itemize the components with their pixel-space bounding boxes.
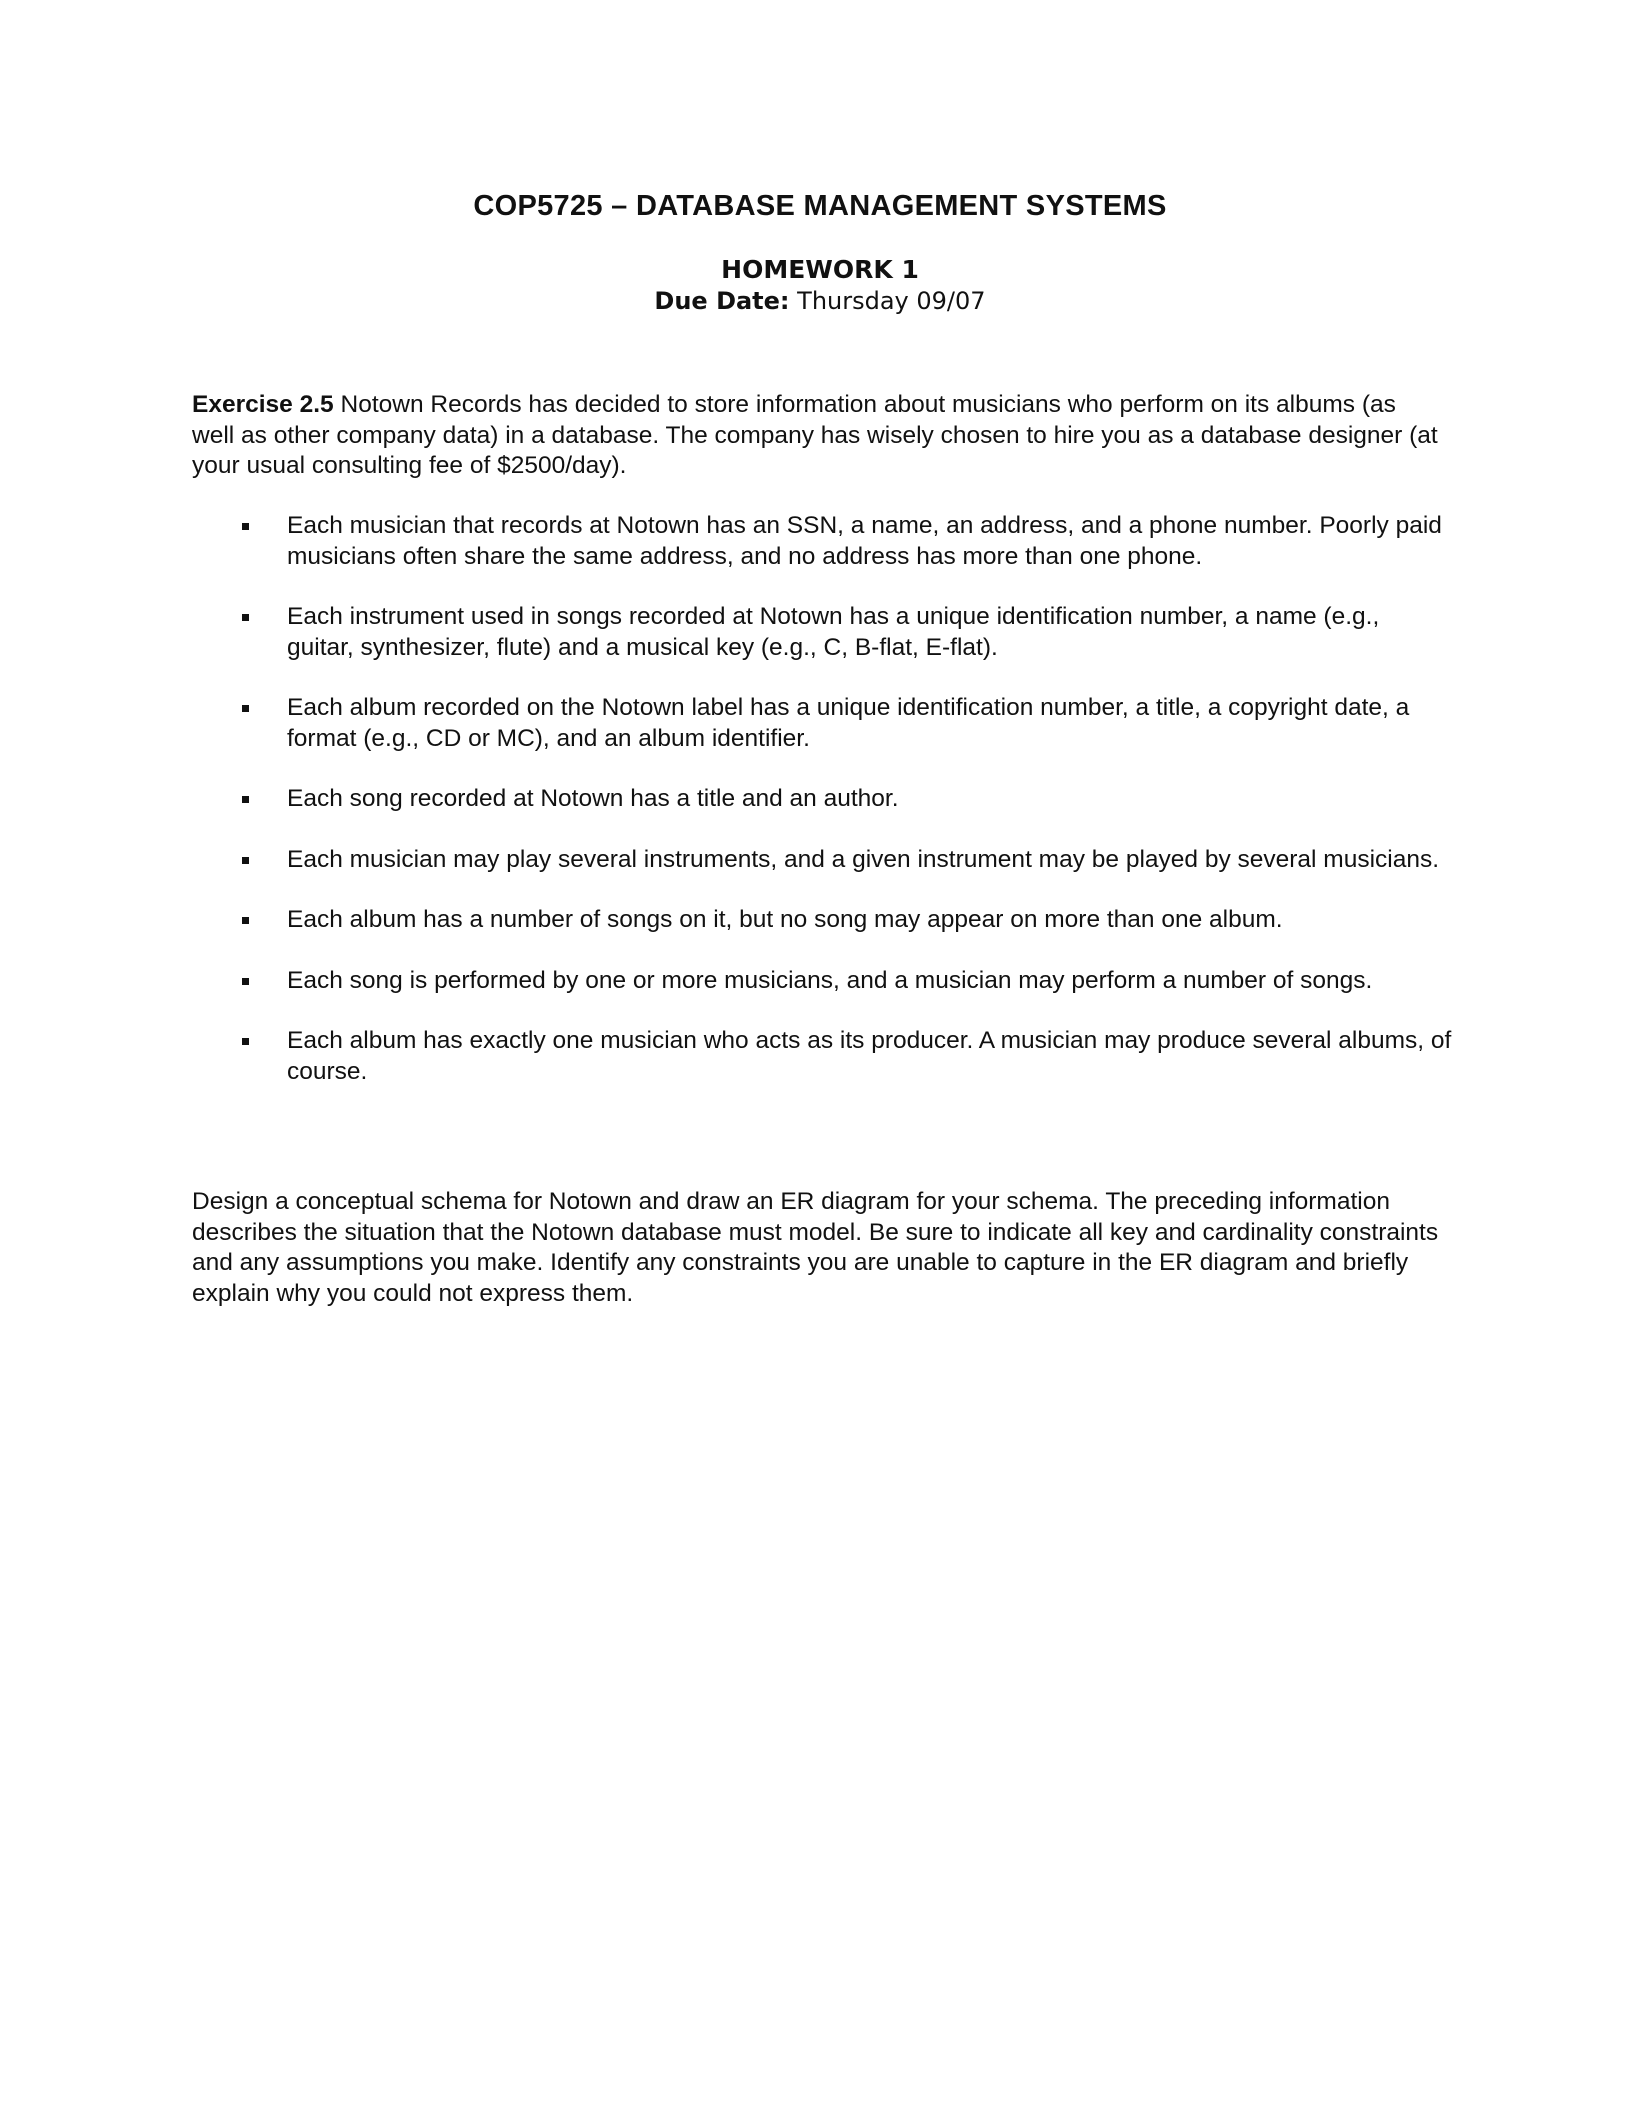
due-date-label: Due Date: xyxy=(654,287,790,315)
requirement-text: Each album has exactly one musician who acts as its producer. A musician may produce several albums, of course. xyxy=(287,1027,1452,1085)
bullet-marker xyxy=(242,523,249,530)
course-title: COP5725 – DATABASE MANAGEMENT SYSTEMS xyxy=(473,190,1167,222)
requirement-item xyxy=(192,905,1452,936)
requirements-list xyxy=(192,511,1452,1117)
exercise-intro-text: Notown Records has decided to store information about musicians who perform on its albums (as well as other company data) in a database. The company has wisely chosen to hire you as a database designer (at your usual consulting fee of $2500/day). xyxy=(192,391,1438,479)
homework-title: HOMEWORK 1 xyxy=(721,255,919,284)
bullet-marker xyxy=(242,978,249,985)
requirement-item xyxy=(192,845,1452,876)
requirement-text: Each musician may play several instruments, and a given instrument may be played by several musicians. xyxy=(287,845,1440,873)
due-date-value: Thursday 09/07 xyxy=(789,287,986,315)
requirement-item xyxy=(192,602,1452,663)
bullet-marker xyxy=(242,705,249,712)
bullet-marker xyxy=(242,1038,249,1045)
requirement-text: Each album recorded on the Notown label has a unique identification number, a title, a copyright date, a format (e.g., CD or MC), and an album identifier. xyxy=(287,694,1410,752)
exercise-intro xyxy=(192,390,1442,482)
requirement-item xyxy=(192,693,1452,754)
requirement-text: Each musician that records at Notown has an SSN, a name, an address, and a phone number. Poorly paid musicians often share the same address, and no address has more than one phone. xyxy=(287,512,1442,570)
due-date-line xyxy=(0,287,1640,315)
requirement-text: Each instrument used in songs recorded at Notown has a unique identification number, a name (e.g., guitar, synthesizer, flute) and a musical key (e.g., C, B-flat, E-flat). xyxy=(287,603,1380,661)
bullet-marker xyxy=(242,857,249,864)
requirement-item xyxy=(192,966,1452,997)
requirement-item xyxy=(192,1026,1452,1087)
closing-paragraph: Design a conceptual schema for Notown and draw an ER diagram for your schema. The preceding information describes the situation that the Notown database must model. Be sure to indicate all key and cardinality constraints and any assumptions you make. Identify any constraints you are unable to capture in the ER diagram and briefly explain why you could not express them. xyxy=(192,1188,1439,1307)
requirement-text: Each album has a number of songs on it, but no song may appear on more than one album. xyxy=(287,906,1283,933)
bullet-marker xyxy=(242,796,249,803)
requirement-text: Each song recorded at Notown has a title and an author. xyxy=(287,785,899,812)
bullet-marker xyxy=(242,614,249,621)
bullet-marker xyxy=(242,917,249,924)
requirement-item xyxy=(192,784,1452,815)
requirement-text: Each song is performed by one or more musicians, and a musician may perform a number of songs. xyxy=(287,966,1373,994)
exercise-label: Exercise 2.5 xyxy=(192,391,334,418)
requirement-item xyxy=(192,511,1452,572)
